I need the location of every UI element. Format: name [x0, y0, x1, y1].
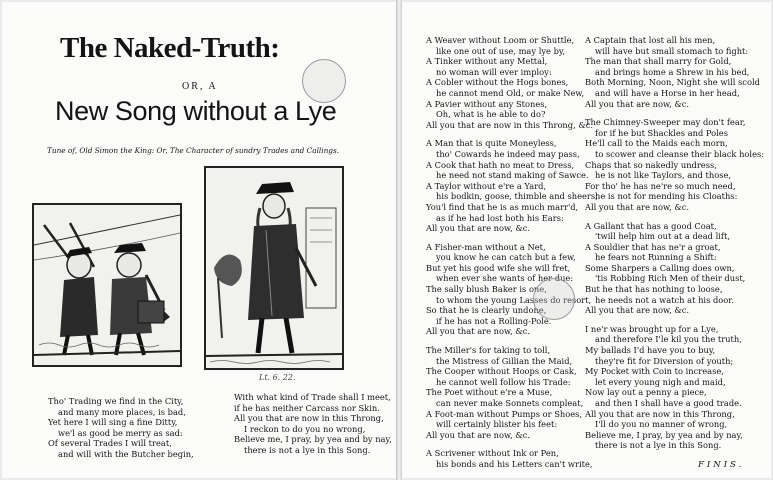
verse-line: there is not a lye in this Song. — [244, 444, 371, 455]
verse-line: he is not for mending his Cloaths: — [595, 191, 738, 202]
stanza-gap — [426, 234, 598, 242]
or-a-text: OR, A — [182, 81, 218, 92]
verse-line: can never make Sonnets compleat, — [436, 398, 584, 408]
library-stamp-right — [533, 278, 575, 320]
stanza-gap — [585, 316, 764, 324]
verse-line: For tho' he has ne're so much need, — [585, 180, 736, 191]
verse-line: Tho' Trading we find in the City, — [48, 396, 184, 406]
verse-line: and will with the Butcher begin, — [58, 448, 194, 459]
verse-line: 'tis Robbing Rich Men of their dust, — [595, 273, 746, 284]
verse-line: A Fisher-man without a Net, — [426, 241, 546, 252]
verse-line: A Scrivener without Ink or Pen, — [426, 448, 559, 459]
verse-line: I ne'r was brought up for a Lye, — [585, 323, 719, 334]
verse-line: All you that are now, &c. — [426, 223, 531, 234]
verse-column-1 — [426, 35, 598, 470]
verse-line: if he has neither Carcass nor Skin. — [234, 402, 380, 413]
woodcut-gentleman-image — [204, 166, 344, 370]
verse-line: My ballads I'd have you to buy, — [585, 345, 716, 356]
verse-line: and then I shall have a good trade. — [595, 398, 742, 408]
finis-text: FINIS. — [698, 460, 745, 470]
verse-line: Believe me, I pray, by yea and by nay, — [234, 434, 392, 445]
verse-line: he need not stand making of Sawce. — [436, 170, 589, 181]
verse-line: we'l as good be merry as sad: — [58, 427, 183, 438]
verse-line: he cannot mend Old, or make New, — [436, 87, 585, 98]
verse-line: Both Morning, Noon, Night she will scold — [585, 77, 760, 88]
verse-line: The Chimney-Sweeper may don't fear, — [585, 117, 746, 128]
verse-line: if he has not a Rolling-Pole. — [436, 315, 552, 326]
verse-line: A Foot-man without Pumps or Shoes, — [426, 408, 583, 419]
verse-line: and will have a Horse in her head, — [595, 87, 740, 98]
verse-line: A Pavier without any Stones, — [426, 98, 548, 109]
verse-line: A Captain that lost all his men, — [585, 35, 716, 45]
verse-line: All you that are now in this Throng, — [585, 408, 735, 419]
verse-line: A Weaver without Loom or Shuttle, — [426, 35, 575, 45]
verse-line: Yet here I will sing a fine Ditty, — [48, 417, 178, 428]
verse-line: his bonds and his Letters can't write, — [436, 458, 593, 469]
verse-line: you know he can catch but a few, — [436, 252, 576, 263]
verse-line: He'll call to the Maids each morn, — [585, 138, 728, 149]
verse-line: there is not a lye in this Song. — [595, 440, 722, 451]
verse-line: Of several Trades I will treat, — [48, 438, 172, 449]
verse-line: no woman will ever imploy: — [436, 66, 552, 77]
right-page — [402, 2, 771, 478]
verse-line: The man that shall marry for Gold, — [585, 56, 732, 67]
verse-line: But he that has nothing to loose, — [585, 284, 723, 295]
verse-line: and brings home a Shrew in his bed, — [595, 66, 750, 77]
verse-line: he is not like Taylors, and those, — [595, 170, 732, 181]
verse-line: Now lay out a penny a piece, — [585, 387, 707, 398]
verse-line: let every young nigh and maid, — [595, 376, 726, 387]
verse-line: The Cooper without Hoops or Cask, — [426, 366, 577, 377]
verse-line: All you that are now, &c. — [585, 305, 690, 316]
verse-line: like one out of use, may lye by, — [436, 45, 566, 56]
verse-line: the Mistress of Gillian the Maid, — [436, 355, 573, 366]
verse-line: Oh, what is he able to do? — [436, 109, 546, 120]
verse-line: will have but small stomach to fight: — [595, 45, 749, 56]
verse-line: All you that are now, &c. — [426, 326, 531, 337]
verse-line: A Cobler without the Hogs bones, — [426, 77, 569, 88]
verse-line: his bodkin, goose, thimble and sheers, — [436, 191, 598, 202]
verse-line: he cannot well follow his Trade: — [436, 376, 571, 387]
verse-line: A Taylor without e're a Yard, — [426, 180, 547, 191]
stanza-gap — [585, 109, 764, 117]
stanza-gap — [426, 337, 598, 345]
verse-line: All you that are now in this Throng, — [234, 413, 384, 424]
verse-line: A Gallant that has a good Coat, — [585, 220, 717, 231]
verse-line: I'll do you no manner of wrong, — [595, 419, 728, 430]
verse-line: The sally blush Baker is one, — [426, 284, 547, 295]
verse-line: they're fit for Diversion of youth; — [595, 355, 734, 366]
verse-line: My Pocket with Coin to increase, — [585, 366, 724, 377]
verse-line: The Miller's for taking to toll, — [426, 345, 551, 356]
verse-line: and therefore I'le kil you the truth, — [595, 334, 742, 345]
left-page — [2, 2, 396, 478]
verse-line: Some Sharpers a Calling does own, — [585, 262, 735, 273]
verse-line: All you that are now in this Throng, &c. — [426, 119, 594, 130]
verse-line: he needs not a watch at his door. — [595, 294, 734, 305]
verse-line: A Cook that hath no meat to Dress, — [426, 159, 575, 170]
ballad-title: The Naked-Truth: — [60, 32, 280, 64]
tune-line: Tune of, Old Simon the King: Or, The Character of sundry Trades and Callings. — [47, 146, 340, 155]
verse-line: You'l find that he is as much marr'd, — [426, 201, 579, 212]
verse-line: 'twill help him out at a dead lift, — [595, 231, 730, 242]
verse-line: he fears not Running a Shift: — [595, 252, 717, 263]
verse-line: for if he but Shackles and Poles — [595, 127, 728, 138]
stanza-gap — [426, 130, 598, 138]
ballad-subtitle: New Song without a Lye — [55, 96, 337, 126]
woodcut-tradesmen-image — [32, 203, 182, 367]
verse-line: Chaps that so nakedly undress, — [585, 159, 717, 170]
verse-column-2 — [585, 35, 764, 451]
verse-line: tho' Cowards he indeed may pass, — [436, 148, 580, 159]
intro-verse-col-1 — [48, 396, 194, 460]
verse-line: All you that are now, &c. — [585, 201, 690, 212]
intro-verse-col-2 — [234, 392, 392, 456]
stanza-gap — [426, 440, 598, 448]
verse-line: Believe me, I pray, by yea and by nay, — [585, 429, 743, 440]
verse-line: A Souldier that has ne'r a groat, — [585, 241, 721, 252]
verse-line: I reckon to do you no wrong, — [244, 423, 366, 434]
verse-line: So that he is clearly undone, — [426, 305, 547, 316]
verse-line: All you that are now, &c. — [426, 429, 531, 440]
verse-line: will certainly blister his feet: — [436, 419, 558, 430]
verse-line: when ever she wants of her due: — [436, 273, 574, 284]
verse-line: But yet his good wife she will fret, — [426, 262, 571, 273]
stanza-gap — [585, 213, 764, 221]
verse-line: and many more places, is bad, — [58, 406, 186, 417]
verse-line: All you that are now, &c. — [585, 98, 690, 109]
verse-line: as if he had lost both his Ears: — [436, 212, 564, 223]
verse-line: to whom the young Lasses do resort, — [436, 294, 592, 305]
verse-line: A Man that is quite Moneyless, — [426, 138, 557, 149]
verse-line: to scower and cleanse their black holes: — [595, 148, 765, 159]
verse-line: The Poet without e're a Muse, — [426, 387, 553, 398]
verse-line: With what kind of Trade shall I meet, — [234, 392, 391, 402]
verse-line: A Tinker without any Mettal, — [426, 56, 548, 67]
shelfmark-annotation: Lt. 6. 22. — [259, 373, 296, 382]
